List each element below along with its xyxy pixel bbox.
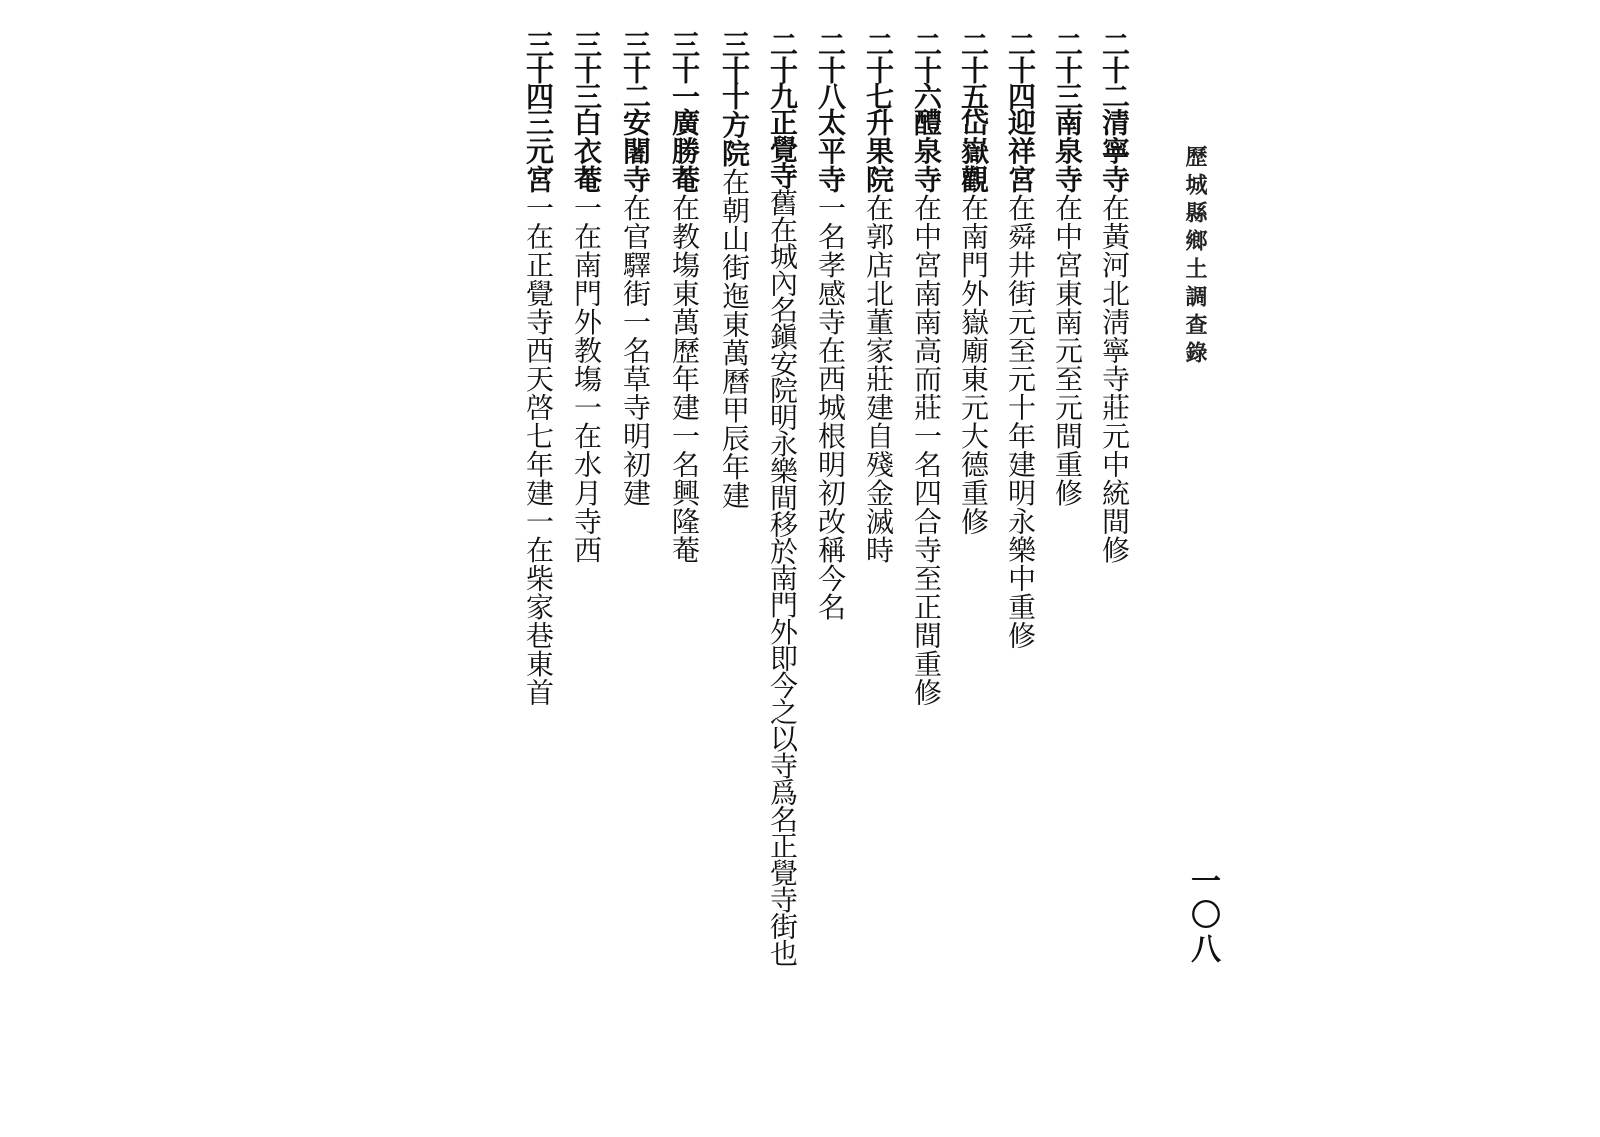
entry-name: 升果院 xyxy=(862,108,895,194)
entry-number: 二十五 xyxy=(957,30,990,108)
entry-number: 二十九 xyxy=(766,30,799,108)
entry-description: 舊在城內名鎭安院明永樂間移於南門外即今之以寺爲名正覺寺街也 xyxy=(766,188,799,966)
entry-number: 二十二 xyxy=(1098,30,1131,108)
entry-33 xyxy=(570,30,603,564)
entry-name: 迎祥宮 xyxy=(1004,108,1037,194)
entry-32 xyxy=(619,30,652,507)
entry-description: 在黃河北淸寧寺莊元中統間修 xyxy=(1098,193,1131,564)
entry-number: 三十 xyxy=(718,30,751,82)
entry-25 xyxy=(957,30,990,536)
entry-number: 三十二 xyxy=(619,30,652,108)
entry-number: 二十八 xyxy=(814,30,847,108)
entry-name: 正覺寺 xyxy=(766,108,799,189)
entry-description: 在官驛街一名草寺明初建 xyxy=(619,193,652,507)
entry-number: 二十三 xyxy=(1051,30,1084,108)
entry-number: 二十七 xyxy=(862,30,895,108)
entry-name: 南泉寺 xyxy=(1051,108,1084,194)
entry-name: 岱嶽觀 xyxy=(957,108,990,194)
entry-name: 太平寺 xyxy=(814,108,847,194)
entry-name: 醴泉寺 xyxy=(910,108,943,194)
entry-24 xyxy=(1004,30,1037,650)
entry-27 xyxy=(862,30,895,564)
entry-name: 清寧寺 xyxy=(1098,108,1131,194)
entry-description: 在中宮南南高而莊一名四合寺至正間重修 xyxy=(910,193,943,707)
entry-description: 一名孝感寺在西城根明初改稱今名 xyxy=(814,193,847,621)
entry-number: 三十四 xyxy=(522,30,555,108)
entry-28 xyxy=(814,30,847,621)
entry-description: 在朝山街迤東萬曆甲辰年建 xyxy=(718,167,751,510)
entry-29 xyxy=(766,30,799,966)
running-title: 歷城縣鄉土調查錄 xyxy=(1182,145,1208,369)
entry-description: 在舜井街元至元十年建明永樂中重修 xyxy=(1004,193,1037,650)
entry-name: 白衣菴 xyxy=(570,108,603,194)
entry-name: 三元宮 xyxy=(522,108,555,194)
entry-22 xyxy=(1098,30,1131,564)
entry-number: 二十六 xyxy=(910,30,943,108)
page-number: 一〇八 xyxy=(1185,865,1220,967)
entry-23 xyxy=(1051,30,1084,507)
entry-description: 在郭店北董家莊建自殘金滅時 xyxy=(862,193,895,564)
entry-number: 二十四 xyxy=(1004,30,1037,108)
entry-description: 一在南門外教塲一在水月寺西 xyxy=(570,193,603,564)
entry-number: 三十一 xyxy=(668,30,701,108)
entry-26 xyxy=(910,30,943,707)
entry-description: 在南門外嶽廟東元大德重修 xyxy=(957,193,990,536)
entry-30 xyxy=(718,30,751,510)
entry-description: 一在正覺寺西天啓七年建一在柴家巷東首 xyxy=(522,193,555,707)
entry-description: 在教塲東萬歷年建一名興隆菴 xyxy=(668,193,701,564)
entry-name: 十方院 xyxy=(718,82,751,168)
entry-31 xyxy=(668,30,701,564)
entry-34 xyxy=(522,30,555,707)
entry-description: 在中宮東南元至元間重修 xyxy=(1051,193,1084,507)
entry-name: 廣勝菴 xyxy=(668,108,701,194)
entry-number: 三十三 xyxy=(570,30,603,108)
entry-name: 安闍寺 xyxy=(619,108,652,194)
